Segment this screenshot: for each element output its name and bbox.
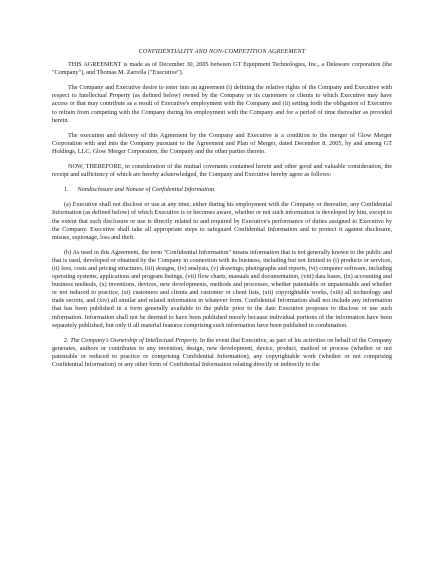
section-1b-paragraph: (b) As used in this Agreement, the term "Confidential Information" means information that is not generally known to the public and that is used, developed or obtained by the Company in connection with its business, including but not limited to (i) products or services, (ii) fees, costs and pricing structures, (iii) designs, (iv) analysis, (v) drawings, photographs and reports, (vi) computer software, including operating systems, applications and program listings, (vii) flow charts, manuals and documentation, (viii) data bases, (ix) accounting and business methods, (x) inventions, devices, new developments, methods and processes, whether patentable or unpatentable and whether or not reduced to practice, (xi) customers and clients and customer or client lists, (xii) copyrightable works, (xiii) all technology and trade secrets, and (xiv) all similar and related information in whatever form. Confidential Information shall not include any information that has been published in a form generally available to the public prior to the date Executive proposes to disclose or use such information. Information shall not be deemed to have been published merely because individual portions of the information have been separately published, but only if all material features comprising such information have been published in combination. (52, 248, 392, 329)
section-1-number: 1. (64, 186, 69, 194)
section-2-title: The Company's Ownership of Intellectual Property. (70, 336, 199, 344)
section-2-text: In the event that Executive, as part of his activities on behalf of the Company generates, authors or contributes to any invention, design, new development, device, product, method or process (whether or not patentable or reduced to practice or comprising Confidential Information), any copyrightable work (whether or not comprising Confidential Information) or any other form of Confidential Information relating directly or indirectly to the (52, 336, 392, 368)
section-2-paragraph (52, 337, 392, 369)
section-2-number: 2. (64, 336, 69, 344)
recital-paragraph-2: The execution and delivery of this Agreement by the Company and Executive is a condition to the merger of Glow Merger Corporation with and into the Company pursuant to the Agreement and Plan of Merger, dated December 8, 2005, by and among GT Holdings, LLC, Glow Merger Corporation, the Company and the other parties thereto. (52, 131, 392, 155)
intro-paragraph: THIS AGREEMENT is made as of December 30, 2005 between GT Equipment Technologies, Inc., a Delaware corporation (the "Company"), and Thomas M. Zarrella ("Executive"). (52, 61, 392, 77)
document-page (52, 48, 392, 376)
document-title: CONFIDENTIALITY AND NON-COMPETITION AGREEMENT (138, 48, 306, 55)
section-1-title: Nondisclosure and Nonuse of Confidential Information. (77, 186, 216, 194)
agreement-clause: NOW, THEREFORE, in consideration of the mutual covenants contained herein and other good and valuable consideration, the receipt and sufficiency of which are hereby acknowledged, the Company and Executive hereby agree as follows: (52, 163, 392, 179)
recital-paragraph-1: The Company and Executive desire to enter into an agreement (i) defining the relative rights of the Company and Executive with respect to Intellectual Property (as defined below) owned by the Company or its customers or clients to which Executive may have access or that may contribute as a result of Executive's employment with the Company and (ii) setting forth the obligation of Executive to refrain from competing with the Company during his employment with the Company and for a period of time thereafter as provided herein. (52, 84, 392, 124)
section-1-heading (64, 186, 392, 194)
section-1a-paragraph: (a) Executive shall not disclose or use at any time, either during his employment with the Company or thereafter, any Confidential Information (as defined below) of which Executive is or becomes aware, whether or not such information is developed by him, except to the extent that such disclosure or use is directly related to and required by Executive's performance of duties assigned to Executive by the Company. Executive shall take all appropriate steps to safeguard Confidential Information and to protect it against disclosure, misuse, espionage, loss and theft. (52, 201, 392, 241)
